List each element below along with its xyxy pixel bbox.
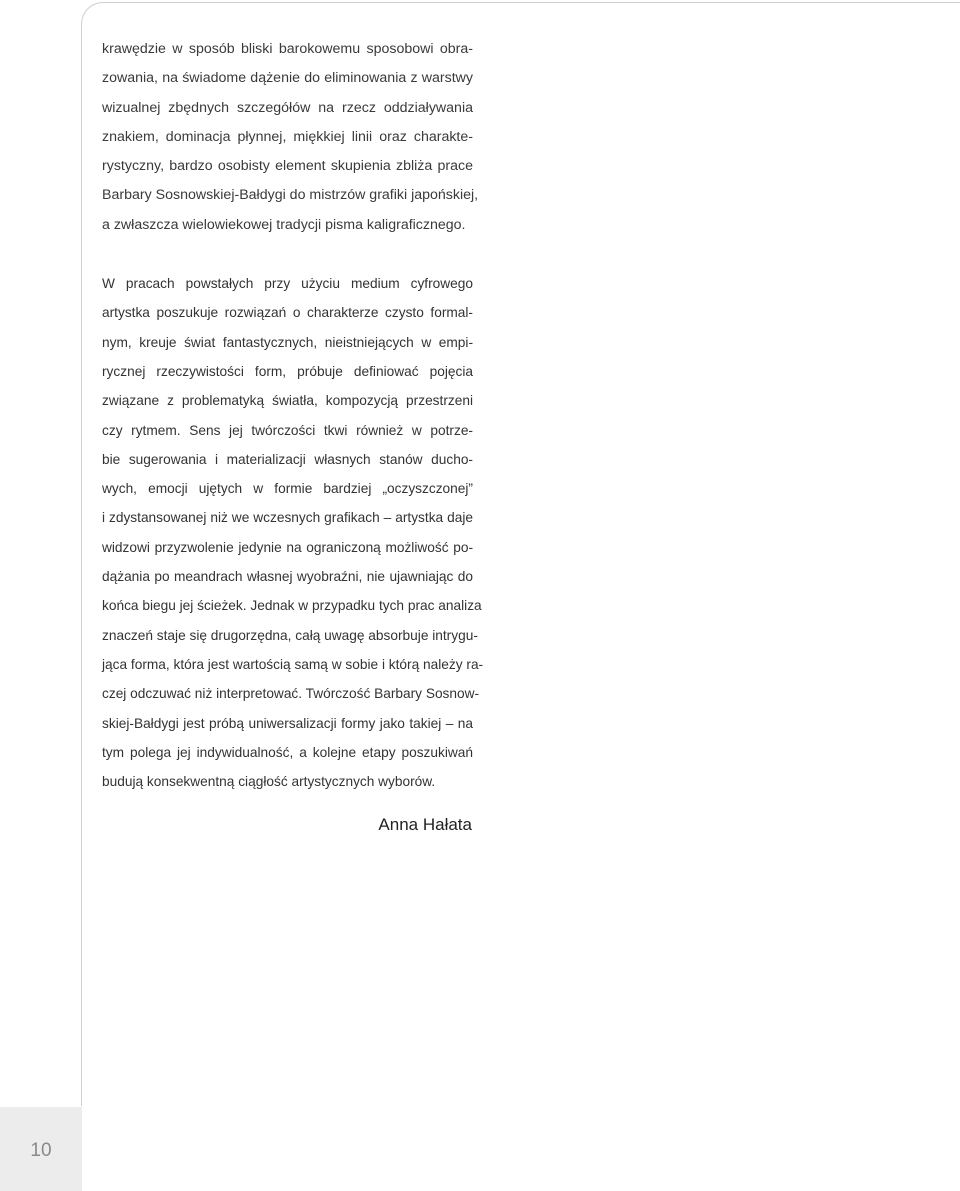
paragraph-1 bbox=[102, 35, 479, 240]
paragraph-2-line: związane z problematyką światła, kompozycją przestrzeni bbox=[102, 393, 473, 409]
paragraph-2-line: budują konsekwentną ciągłość artystycznych wyborów. bbox=[102, 774, 436, 790]
paragraph-1-line: wizualnej zbędnych szczegółów na rzecz oddziaływania bbox=[102, 99, 473, 116]
paragraph-2-line: artystka poszukuje rozwiązań o charakterze czysto formal- bbox=[102, 305, 473, 321]
paragraph-2-line: końca biegu jej ścieżek. Jednak w przypadku tych prac analiza bbox=[102, 598, 482, 614]
paragraph-2-line: i zdystansowanej niż we wczesnych grafikach – artystka daje bbox=[102, 510, 473, 526]
paragraph-2-line: widzowi przyzwolenie jedynie na ograniczoną możliwość po- bbox=[102, 539, 473, 555]
paragraph-1-line: a zwłaszcza wielowiekowej tradycji pisma kaligraficznego. bbox=[102, 216, 466, 233]
paragraph-2-line: rycznej rzeczywistości form, próbuje definiować pojęcia bbox=[102, 363, 473, 379]
paragraph-1-line: rystyczny, bardzo osobisty element skupienia zbliża prace bbox=[102, 158, 473, 175]
paragraph-2-line: wych, emocji ujętych w formie bardziej „oczyszczonej” bbox=[102, 481, 473, 497]
author-signature: Anna Hałata bbox=[378, 815, 472, 834]
text-column bbox=[102, 35, 484, 796]
paragraph-2-line: tym polega jej indywidualność, a kolejne etapy poszukiwań bbox=[102, 744, 473, 760]
paragraph-2-line: skiej-Bałdygi jest próbą uniwersalizacji formy jako takiej – na bbox=[102, 715, 473, 731]
paragraph-1-line: zowania, na świadome dążenie do eliminowania z warstwy bbox=[102, 70, 473, 87]
paragraph-1-line: Barbary Sosnowskiej-Bałdygi do mistrzów grafiki japońskiej, bbox=[102, 187, 479, 204]
paragraph-2-line: bie sugerowania i materializacji własnych stanów ducho- bbox=[102, 451, 473, 467]
paragraph-2-line: czej odczuwać niż interpretować. Twórczość Barbary Sosnow- bbox=[102, 686, 480, 702]
paragraph-2 bbox=[102, 269, 484, 796]
paragraph-2-line: dążania po meandrach własnej wyobraźni, nie ujawniając do bbox=[102, 569, 473, 585]
page-number: 10 bbox=[30, 1140, 52, 1161]
paragraph-2-line: znaczeń staje się drugorzędna, całą uwagę absorbuje intrygu- bbox=[102, 627, 478, 643]
paragraph-1-line: krawędzie w sposób bliski barokowemu sposobowi obra- bbox=[102, 41, 473, 57]
paragraph-2-line: W pracach powstałych przy użyciu medium cyfrowego bbox=[102, 276, 473, 292]
paragraph-2-line: jąca forma, która jest wartością samą w sobie i którą należy ra- bbox=[102, 656, 484, 672]
paragraph-2-line: nym, kreuje świat fantastycznych, nieistniejących w empi- bbox=[102, 334, 473, 350]
paragraph-2-line: czy rytmem. Sens jej twórczości tkwi również w potrze- bbox=[102, 422, 473, 438]
paragraph-1-line: znakiem, dominacja płynnej, miękkiej linii oraz charakte- bbox=[102, 128, 473, 145]
